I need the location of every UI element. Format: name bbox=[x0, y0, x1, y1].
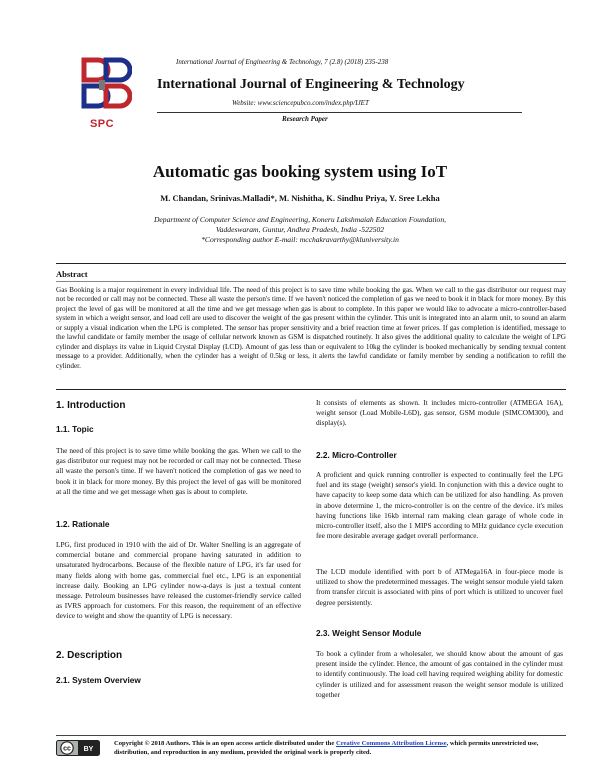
affiliation bbox=[150, 215, 450, 246]
license-link[interactable]: Creative Commons Attribution License bbox=[335, 740, 447, 747]
corresponding-author: *Corresponding author E-mail: mcchakravarthy@kluniversity.in bbox=[201, 235, 399, 245]
cc-label: cc bbox=[63, 745, 71, 753]
abstract-heading: Abstract bbox=[56, 269, 88, 279]
abstract-body: Gas Booking is a major requirement in every individual life. The need of this project is to save time while booking the gas. When we call to the gas distributor our request may not be recorded or call may not be connected. These all waste the person's time. If we haven't noticed the completion of gas we need to book it in black for more money. By this project the level of gas will be monitored at all the time and we get message when gas is about to complete. In this paper we would like to advocate a micro-controller-based system in which a weight sensor, and load cell are used to discover the weight of the gas present within the cylinder. This unit is integrated into an alarm unit, to sound an alarm or supply a visual indication when the LPG is completed. The sensor has proper sensitivity and a brief reaction time at fewer prices. If gas completion is identified, message to the lawful candidate or family member the usage of cellular network known as GSM is dispatched routinely. It also gives the additional quality to calculate the weight of LPG cylinder and displays its value in Liquid Crystal Display (LCD). Amount of gas less than or equivalent to 10kg the cylinder is booked mechanically by sending textual content message to a provider. Additionally, when the cylinder has a weight of 0.5kg or less, it alerts the lawful candidate or family member by sending a notification to refill the cylinder. bbox=[56, 286, 566, 370]
abstract-mid-rule bbox=[56, 281, 566, 282]
copyright-text-end: , which permits unrestricted use, distribution, and reproduction in any medium, provided the original work is properly cited. bbox=[114, 740, 539, 756]
rationale-heading: 1.2. Rationale bbox=[56, 519, 110, 529]
journal-website-link[interactable]: Website: www.sciencepubco.com/index.php/IJET bbox=[232, 99, 369, 107]
logo-text: SPC bbox=[89, 118, 115, 130]
abstract-top-rule bbox=[56, 263, 566, 264]
cc-by-label: BY bbox=[83, 746, 94, 753]
header-divider bbox=[157, 112, 522, 113]
paper-authors: M. Chandan, Srinivas.Malladi*, M. Nishitha, K. Sindhu Priya, Y. Sree Lekha bbox=[160, 193, 440, 203]
topic-paragraph: The need of this project is to save time while booking the gas. When we call to the gas distributor our request may not be recorded or call may not be connected. These all waste the person's time. If we haven't noticed the completion of gas we need to book it in black for more money. By this project the level of gas will be monitored at all the time and we get message when gas is about to complete. bbox=[56, 446, 301, 496]
affiliation-line-2: Vaddeswaram, Guntur, Andhra Pradesh, India -522502 bbox=[215, 225, 385, 235]
weight-sensor-heading: 2.3. Weight Sensor Module bbox=[316, 628, 422, 638]
spc-logo-icon bbox=[72, 56, 132, 118]
abstract-bottom-rule bbox=[56, 389, 566, 390]
introduction-heading: 1. Introduction bbox=[56, 400, 126, 411]
copyright-notice bbox=[114, 739, 566, 757]
micro-controller-heading: 2.2. Micro-Controller bbox=[316, 450, 397, 460]
journal-title: International Journal of Engineering & Technology bbox=[157, 77, 465, 92]
weight-sensor-paragraph: To book a cylinder from a wholesaler, we should know about the amount of gas present inside the cylinder. Hence, the amount of gas contained in the cylinder must to identify continuously. The load cell having required weighing ability for domestic cylinder is utilized and for assessment reason the weight sensor module is utilized together bbox=[316, 649, 563, 699]
publisher-logo bbox=[72, 56, 132, 130]
creative-commons-icon bbox=[56, 740, 100, 756]
rationale-paragraph: LPG, first produced in 1910 with the aid of Dr. Walter Snelling is an aggregate of commercial butane and commercial propane having saturated in addition to unsaturated hydrocarbons. Because of the flexible nature of LPG, it's far used for many fields along with home gas, commercial fuel etc., LPG is an exponential increase daily. Booking an LPG cylinder now-a-days is just a textual content message. Petroleum businesses have released the customer-friendly service called as IVRS approach for customers. For this reason, the requirement of an effective device to weight and show the quantity of LPG is necessary. bbox=[56, 540, 301, 621]
cc-by-license-badge[interactable] bbox=[56, 740, 100, 756]
overview-continuation: It consists of elements as shown. It includes micro-controller (ATMEGA 16A), weight sensor (Load Mobile-L6D), gas sensor, GSM module (SIMCOM300), and display(s). bbox=[316, 398, 563, 428]
system-overview-heading: 2.1. System Overview bbox=[56, 675, 141, 685]
micro-controller-paragraph-1: A proficient and quick running controller is expected to continually feel the LPG fuel and its stage (weight) sensor's yield. In conjunction with this a device ought to have capacity to keep some data which can be utilized for also handling. As proven in above determine 1, the micro-controller is on the centre of the device. it's miles having functions like 16kb internal ram making clean garage of whole code in micro-controller itself, also the 1 MIPS according to MHz guidance cycle execution fee more desirable average gadget overall performance. bbox=[316, 470, 563, 541]
topic-heading: 1.1. Topic bbox=[56, 424, 94, 434]
description-heading: 2. Description bbox=[56, 650, 123, 661]
paper-title: Automatic gas booking system using IoT bbox=[152, 162, 448, 181]
journal-citation: International Journal of Engineering & Technology, 7 (2.8) (2018) 235-238 bbox=[176, 58, 389, 66]
affiliation-line-1: Department of Computer Science and Engineering, Koneru Lakshmaiah Education Foundation, bbox=[153, 215, 447, 224]
article-type: Research Paper bbox=[282, 115, 328, 123]
footer-divider bbox=[56, 735, 566, 736]
copyright-text-start: Copyright © 2018 Authors. This is an open access article distributed under the bbox=[114, 740, 336, 747]
micro-controller-paragraph-2: The LCD module identified with port b of ATMega16A in four-piece mode is utilized to show the predetermined messages. The weight sensor module yield taken from transfer circuit is associated with pins of port which is utilized to uncover fuel degree persistently. bbox=[316, 567, 563, 607]
